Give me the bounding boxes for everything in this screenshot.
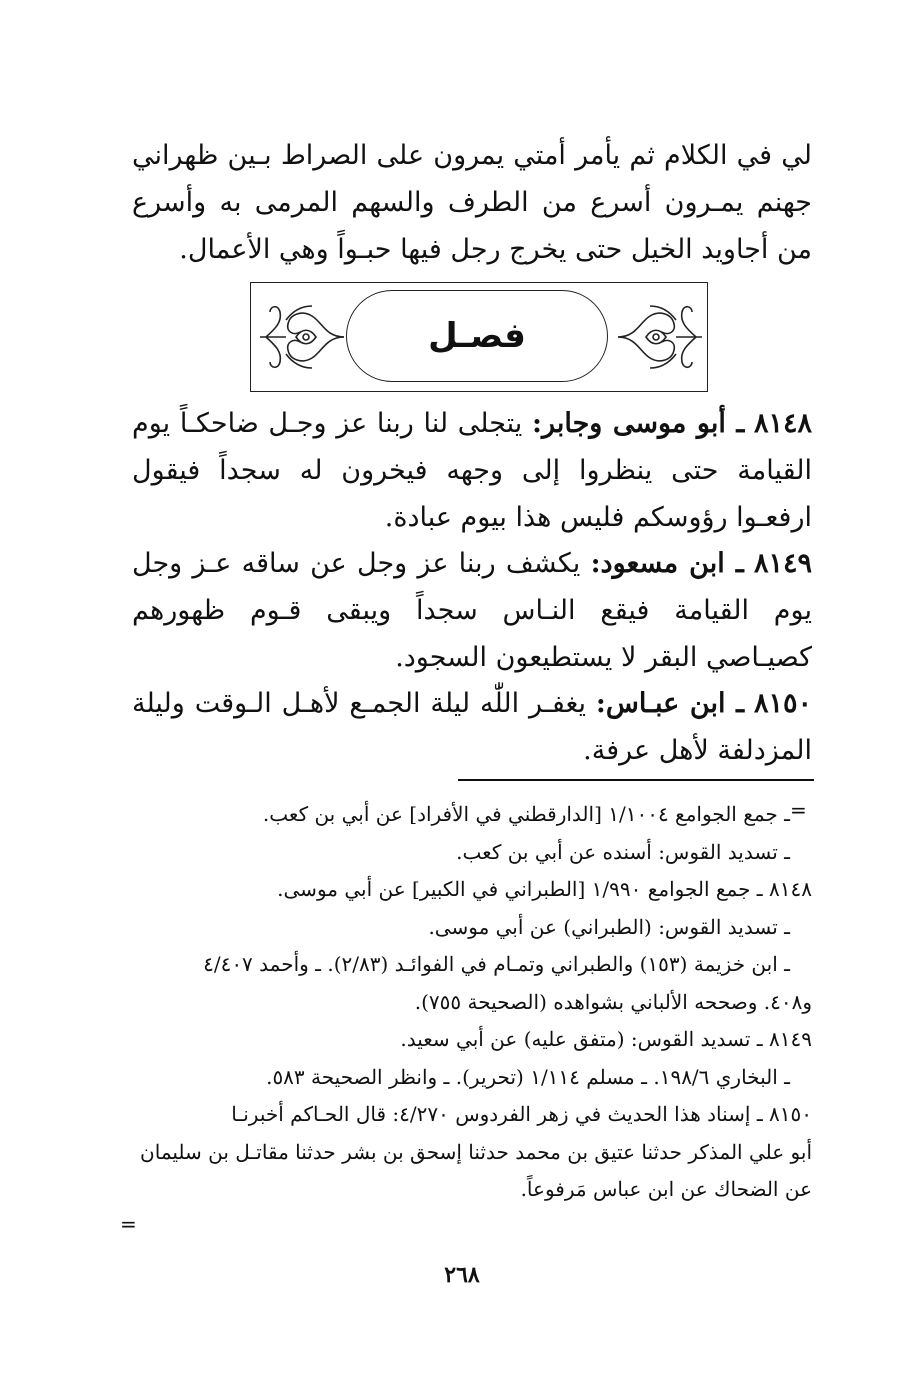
footnote-line: ٨١٤٨ ـ جمع الجوامع ١/٩٩٠ [الطبراني في الكبير] عن أبي موسى. [277,877,812,901]
footnote-line: ـ تسديد القوس: أسنده عن أبي بن كعب. [456,839,790,864]
narrator-name: أبو موسى وجابر: [532,408,726,439]
arabesque-ornament-left-icon [256,292,348,382]
hadith-text: يكشف ربنا عز وجل عن ساقه عـز وجل يوم القيامة فيقع النـاس سجداً ويبقى قـوم ظهورهم كصيـاصي البقر لا يستطيعون السجود. [132,548,812,673]
footnote-line: عن الضحاك عن ابن عباس مَرفوعاً. [520,1177,812,1201]
footnote-line: و٤٠٨. وصححه الألباني بشواهده (الصحيحة ٧٥٥). [414,989,812,1014]
hadith-number: ٨١٤٨ [753,408,812,439]
hadith-number: ٨١٥٠ [753,688,812,719]
footnote-line: ٨١٤٩ ـ تسديد القوس: (متفق عليه) عن أبي سعيد. [400,1027,812,1051]
footnote-line: ـ جمع الجوامع ١/١٠٠٤ [الدارقطني في الأفراد] عن أبي بن كعب. [262,802,790,826]
footnote-line: ٨١٥٠ ـ إسناد هذا الحديث في زهر الفردوس ٤/٢٧٠: قال الحـاكم أخبرنـا [231,1102,812,1126]
section-header-cartouche [346,290,608,382]
arabesque-ornament-right-icon [614,292,706,382]
hadith-text: يتجلى لنا ربنا عز وجـل ضاحكـاً يوم القيامة حتى ينظروا إلى وجهه فيخرون له سجداً فيقول ارفعـوا رؤوسكم فليس هذا بيوم عبادة. [132,408,812,533]
continuation-mark-bottom: = [120,1212,137,1236]
footnote-line: ـ البخاري ١٩٨/٦. ـ مسلم ١/١١٤ (تحرير). ـ وانظر الصحيحة ٥٨٣. [266,1064,790,1089]
continuation-mark-top: = [790,798,807,822]
hadith-8149: ٨١٤٩ ـ ابن مسعود: يكشف ربنا عز وجل عن ساقه عـز وجل يوم القيامة فيقع النـاس سجداً ويبقى قـوم ظهورهم كصيـاصي البقر لا يستطيعون السجود. [132,548,813,673]
footnotes [132,796,812,1209]
hadith-number: ٨١٤٩ [754,548,813,579]
footnote-line: أبو علي المذكر حدثنا عتيق بن محمد حدثنا إسحق بن بشر حدثنا مقاتـل بن سليمان [140,1139,812,1164]
hadith-8148: ٨١٤٨ ـ أبو موسى وجابر: يتجلى لنا ربنا عز وجـل ضاحكـاً يوم القيامة حتى ينظروا إلى وجهه فيخرون له سجداً فيقول ارفعـوا رؤوسكم فليس هذا بيوم عبادة. [132,408,812,533]
section-title: فصـل [428,316,526,356]
hadith-8150: ٨١٥٠ ـ ابن عبـاس: يغفـر اللّٰه ليلة الجمـع لأهـل الـوقت وليلة المزدلفة لأهل عرفة. [132,688,812,766]
footnote-divider [458,779,814,781]
footnote-line: ـ تسديد القوس: (الطبراني) عن أبي موسى. [428,914,790,939]
page-number: ٢٦٨ [444,1262,480,1288]
paragraph-text: لي في الكلام ثم يأمر أمتي يمرون على الصراط بـين ظهراني جهنم يمـرون أسرع من الطرف والسهم المرمى به وأسرع من أجاويد الخيل حتى يخرج رجل فيها حبـواً وهي الأعمال. [132,140,812,265]
footnote-line: ـ ابن خزيمة (١٥٣) والطبراني وتمـام في الفوائـد (٢/٨٣). ـ وأحمد ٤/٤٠٧ [203,952,790,976]
hadith-text: يغفـر اللّٰه ليلة الجمـع لأهـل الـوقت وليلة المزدلفة لأهل عرفة. [132,688,812,766]
paragraph-continuation [132,132,812,273]
narrator-name: ابن عبـاس: [595,688,726,719]
narrator-name: ابن مسعود: [590,548,725,579]
